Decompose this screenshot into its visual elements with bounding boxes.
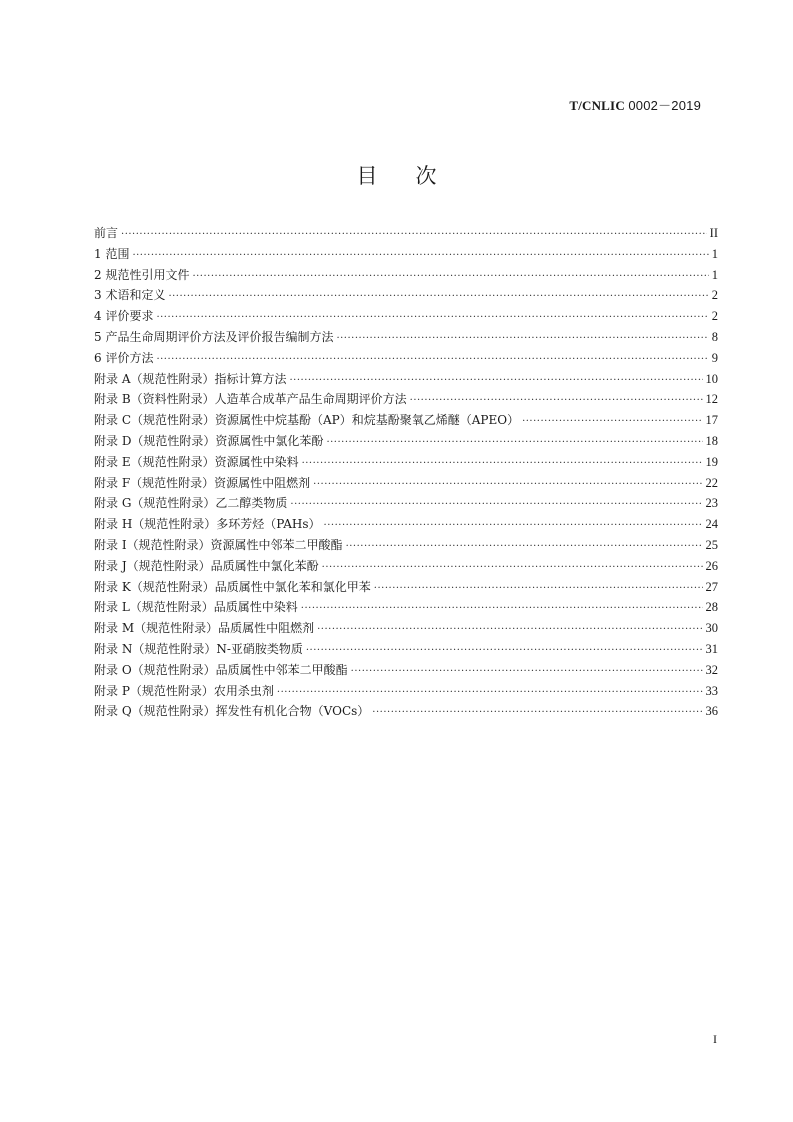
toc-entry-label: 附录 L（规范性附录）品质属性中染料 (94, 600, 298, 615)
table-of-contents (94, 223, 718, 722)
toc-entry-label: 附录 H（规范性附录）多环芳烃（PAHs） (94, 517, 321, 532)
toc-leader-dots (306, 639, 703, 660)
toc-entry[interactable] (94, 389, 718, 410)
toc-entry[interactable] (94, 577, 718, 598)
toc-entry-page: 19 (705, 454, 718, 469)
toc-entry-label: 附录 K（规范性附录）品质属性中氯化苯和氯化甲苯 (94, 579, 371, 594)
toc-entry-label: 附录 E（规范性附录）资源属性中染料 (94, 454, 299, 469)
toc-leader-dots (289, 369, 702, 390)
page-title: 目次 (356, 164, 475, 188)
toc-entry-page: 2 (711, 288, 718, 303)
toc-leader-dots (346, 535, 703, 556)
toc-entry-label: 附录 D（规范性附录）资源属性中氯化苯酚 (94, 433, 324, 448)
toc-leader-dots (410, 389, 703, 410)
toc-entry-page: 31 (705, 641, 718, 656)
toc-entry-page: 8 (711, 329, 718, 344)
toc-entry[interactable] (94, 639, 718, 660)
toc-entry-label: 附录 M（规范性附录）品质属性中阻燃剂 (94, 621, 315, 636)
toc-leader-dots (301, 597, 703, 618)
toc-leader-dots (277, 681, 703, 702)
toc-entry[interactable] (94, 348, 718, 369)
toc-entry[interactable] (94, 244, 718, 265)
toc-entry-label: 5 产品生命周期评价方法及评价报告编制方法 (94, 329, 334, 344)
toc-entry-page: 28 (705, 600, 718, 615)
toc-entry[interactable] (94, 452, 718, 473)
toc-leader-dots (317, 618, 702, 639)
standard-prefix: T/CNLIC (569, 98, 625, 113)
toc-leader-dots (302, 452, 703, 473)
toc-leader-dots (522, 410, 702, 431)
toc-leader-dots (372, 701, 702, 722)
toc-entry-label: 附录 Q（规范性附录）挥发性有机化合物（VOCs） (94, 704, 370, 719)
toc-leader-dots (326, 431, 702, 452)
toc-entry-label: 附录 P（规范性附录）农用杀虫剂 (94, 683, 274, 698)
toc-entry-page: II (709, 226, 718, 240)
toc-entry-page: 10 (705, 371, 718, 386)
toc-entry-page: 24 (705, 517, 718, 532)
toc-entry[interactable] (94, 431, 718, 452)
toc-entry-page: 27 (705, 579, 718, 594)
document-code (569, 95, 701, 114)
toc-entry[interactable] (94, 618, 718, 639)
toc-entry-label: 2 规范性引用文件 (94, 267, 190, 282)
toc-entry-page: 36 (705, 704, 718, 719)
toc-entry[interactable] (94, 556, 718, 577)
toc-entry-page: 17 (705, 413, 718, 428)
toc-leader-dots (290, 493, 702, 514)
toc-entry-label: 附录 J（规范性附录）品质属性中氯化苯酚 (94, 558, 319, 573)
toc-entry[interactable] (94, 306, 718, 327)
toc-entry-page: 22 (705, 475, 718, 490)
toc-leader-dots (322, 556, 703, 577)
toc-entry-label: 附录 N（规范性附录）N-亚硝胺类物质 (94, 641, 303, 656)
toc-entry-label: 附录 I（规范性附录）资源属性中邻苯二甲酸酯 (94, 537, 343, 552)
toc-entry[interactable] (94, 535, 718, 556)
toc-entry-page: 12 (705, 392, 718, 407)
toc-leader-dots (374, 577, 703, 598)
toc-entry-page: 30 (705, 621, 718, 636)
toc-entry[interactable] (94, 369, 718, 390)
toc-leader-dots (132, 244, 708, 265)
toc-entry-page: 23 (705, 496, 718, 511)
toc-entry-label: 附录 F（规范性附录）资源属性中阻燃剂 (94, 475, 311, 490)
toc-entry[interactable] (94, 660, 718, 681)
toc-entry-label: 3 术语和定义 (94, 288, 166, 303)
toc-entry-label: 4 评价要求 (94, 309, 154, 324)
toc-entry-page: 25 (705, 537, 718, 552)
toc-entry-page: 2 (711, 309, 718, 324)
toc-entry[interactable] (94, 514, 718, 535)
toc-entry-label: 附录 G（规范性附录）乙二醇类物质 (94, 496, 288, 511)
toc-entry[interactable] (94, 265, 718, 286)
toc-leader-dots (156, 306, 708, 327)
toc-entry-page: 9 (711, 350, 718, 365)
toc-leader-dots (351, 660, 703, 681)
toc-entry[interactable] (94, 410, 718, 431)
toc-leader-dots (324, 514, 703, 535)
toc-entry-label: 1 范围 (94, 246, 130, 261)
page-number: I (713, 1032, 717, 1046)
toc-entry-page: 1 (711, 267, 718, 282)
toc-entry-page: 32 (705, 662, 718, 677)
toc-entry[interactable] (94, 327, 718, 348)
toc-entry[interactable] (94, 223, 718, 244)
toc-entry-page: 26 (705, 558, 718, 573)
standard-number: 0002－2019 (628, 98, 701, 113)
toc-entry[interactable] (94, 493, 718, 514)
toc-leader-dots (168, 285, 708, 306)
toc-leader-dots (121, 223, 707, 244)
toc-entry-label: 附录 O（规范性附录）品质属性中邻苯二甲酸酯 (94, 662, 348, 677)
toc-leader-dots (192, 265, 708, 286)
toc-entry[interactable] (94, 701, 718, 722)
toc-entry-label: 附录 A（规范性附录）指标计算方法 (94, 371, 287, 386)
toc-entry-label: 前言 (94, 226, 119, 240)
toc-leader-dots (156, 348, 708, 369)
toc-entry-label: 附录 C（规范性附录）资源属性中烷基酚（AP）和烷基酚聚氧乙烯醚（APEO） (94, 413, 520, 428)
toc-entry-page: 33 (705, 683, 718, 698)
toc-entry[interactable] (94, 681, 718, 702)
toc-entry-label: 附录 B（资料性附录）人造革合成革产品生命周期评价方法 (94, 392, 407, 407)
toc-entry-page: 1 (711, 246, 718, 261)
toc-leader-dots (336, 327, 708, 348)
toc-entry-label: 6 评价方法 (94, 350, 154, 365)
toc-entry[interactable] (94, 285, 718, 306)
toc-entry[interactable] (94, 473, 718, 494)
toc-entry-page: 18 (705, 433, 718, 448)
toc-entry[interactable] (94, 597, 718, 618)
toc-leader-dots (313, 473, 702, 494)
